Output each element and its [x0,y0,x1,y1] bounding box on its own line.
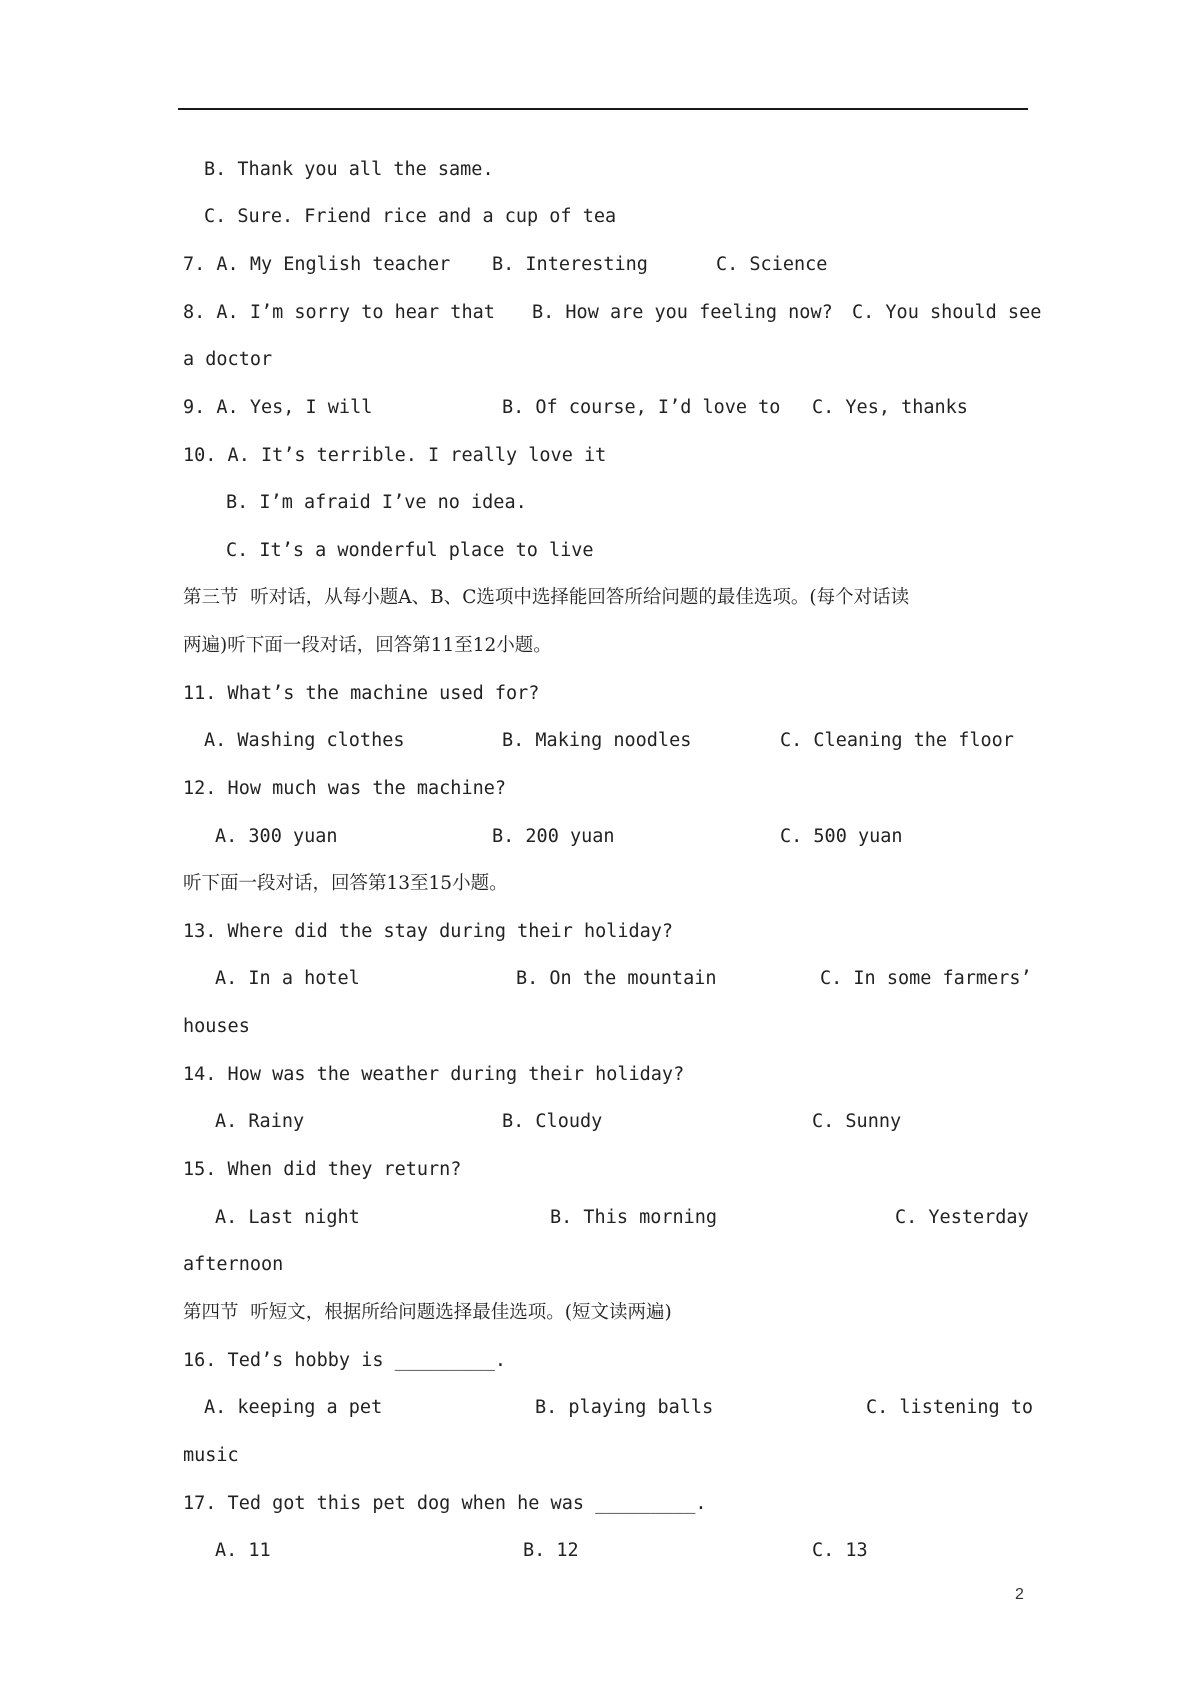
page-number: 2 [1015,1586,1024,1603]
option-b: B. I’m afraid I’ve no idea. [226,492,527,513]
option-line [0,202,617,232]
option-line [0,155,494,185]
option-line [0,536,594,566]
question-line [0,917,674,947]
option-line [0,488,527,518]
option-c: C. listening to [866,1397,1034,1418]
header-rule [178,108,1028,110]
option-a: 7. A. My English teacher [183,254,451,275]
continuation-text: houses [183,1016,250,1037]
question-line [0,250,828,280]
option-b: B. 200 yuan [492,826,615,847]
section-four-instructions: 第四节 听短文，根据所给问题选择最佳选项。(短文读两遍) [183,1302,672,1323]
continuation-line [0,1012,250,1042]
continuation-line [0,1441,239,1471]
question-line [0,679,540,709]
options-line [0,726,1014,756]
question-14: 14. How was the weather during their holiday? [183,1064,685,1085]
option-c: C. Science [716,254,828,275]
option-b: B. playing balls [535,1397,714,1418]
options-line [0,964,1032,994]
question-line [0,774,507,804]
option-a: A. 300 yuan [215,826,338,847]
options-line [0,1203,1029,1233]
option-a: A. 11 [215,1540,271,1561]
continuation-line [0,345,273,375]
option-a: 10. A. It’s terrible. I really love it [183,445,607,466]
option-text: B. Thank you all the same. [204,159,494,180]
question-line [0,1155,462,1185]
option-b: B. This morning [550,1207,718,1228]
question-12: 12. How much was the machine? [183,778,507,799]
question-line [0,441,607,471]
option-b: B. How are you feeling now? [532,302,833,323]
section-three-instructions: 第三节 听对话，从每小题A、B、C选项中选择能回答所给问题的最佳选项。(每个对话读 [183,587,910,608]
option-c: C. 500 yuan [780,826,903,847]
option-b: B. Cloudy [502,1111,603,1132]
section-note [0,869,508,899]
option-a: A. Washing clothes [204,730,405,751]
question-line [0,1346,507,1376]
options-line [0,1536,868,1566]
option-b: B. Interesting [492,254,648,275]
option-c: C. It’s a wonderful place to live [226,540,594,561]
question-line [0,393,968,423]
option-a: A. keeping a pet [204,1397,383,1418]
question-13: 13. Where did the stay during their holiday? [183,921,674,942]
question-line [0,1060,685,1090]
question-16: 16. Ted’s hobby is _________. [183,1350,507,1371]
option-c: C. Yes, thanks [812,397,968,418]
continuation-text: afternoon [183,1254,284,1275]
option-a: A. Last night [215,1207,360,1228]
continuation-text: music [183,1445,239,1466]
option-b: B. 12 [523,1540,579,1561]
question-line [0,298,1042,328]
option-b: B. On the mountain [516,968,717,989]
option-c: C. You should see [852,302,1042,323]
option-b: B. Making noodles [502,730,692,751]
question-line [0,1489,707,1519]
option-a: A. Rainy [215,1111,305,1132]
options-line [0,1107,902,1137]
section-heading [0,631,552,661]
section-heading [0,1298,672,1328]
option-a: 8. A. I’m sorry to hear that [183,302,495,323]
option-c: C. Cleaning the floor [780,730,1014,751]
dialogue-note: 听下面一段对话，回答第13至15小题。 [183,873,508,894]
option-c: C. Yesterday [895,1207,1029,1228]
question-11: 11. What’s the machine used for? [183,683,540,704]
option-a: 9. A. Yes, I will [183,397,373,418]
option-b: B. Of course, I’d love to [502,397,781,418]
continuation-line [0,1250,284,1280]
section-heading [0,583,910,613]
option-text: C. Sure. Friend rice and a cup of tea [204,206,617,227]
section-three-instructions-cont: 两遍)听下面一段对话，回答第11至12小题。 [183,635,552,656]
option-c: C. 13 [812,1540,868,1561]
option-c: C. In some farmers’ [820,968,1032,989]
options-line [0,1393,1034,1423]
continuation-text: a doctor [183,349,273,370]
question-17: 17. Ted got this pet dog when he was _________. [183,1493,707,1514]
option-c: C. Sunny [812,1111,902,1132]
option-a: A. In a hotel [215,968,360,989]
question-15: 15. When did they return? [183,1159,462,1180]
options-line [0,822,903,852]
